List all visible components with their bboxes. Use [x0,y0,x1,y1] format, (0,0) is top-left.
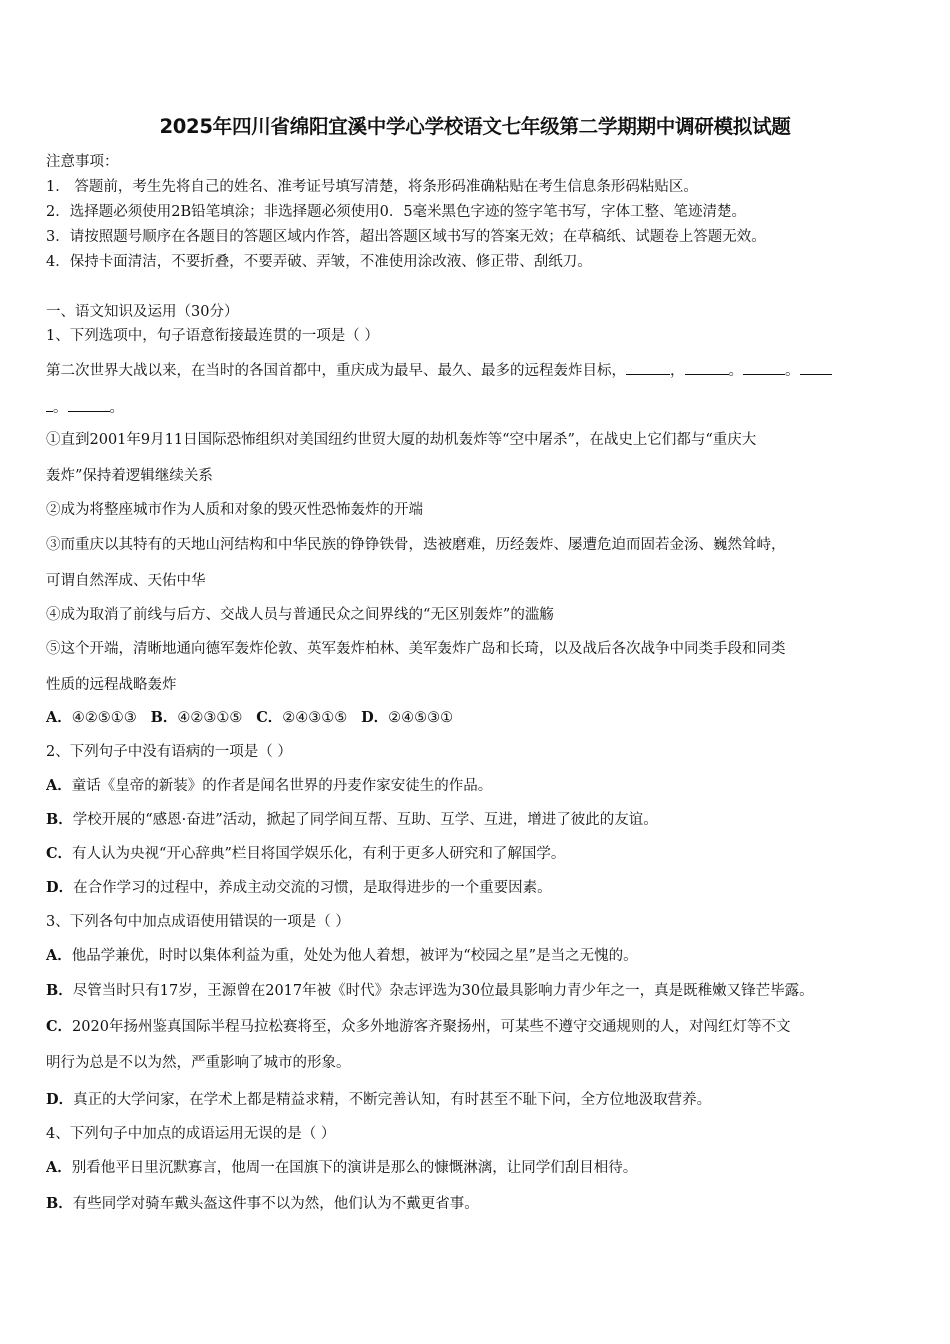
question-1-passage-cont: 。 。 [46,397,124,418]
q2-option-c[interactable]: C．有人认为央视“开心辞典”栏目将国学娱乐化，有利于更多人研究和了解国学。 [46,845,566,862]
q2-option-b[interactable]: B．学校开展的“感恩·奋进”活动，掀起了同学间互帮、互助、互学、互进，增进了彼此的友谊。 [46,811,658,828]
notice-item-1: 1． 答题前，考生先将自己的姓名、准考证号填写清楚，将条形码准确粘贴在考生信息条形码粘贴区。 [46,179,698,195]
notice-heading: 注意事项： [46,154,119,170]
sentence-4: ④成为取消了前线与后方、交战人员与普通民众之间界线的“无区别轰炸”的滥觞 [46,607,554,623]
sentence-5-cont: 性质的远程战略轰炸 [46,677,177,693]
answer-blank[interactable] [46,397,53,412]
option-d[interactable]: D．②④⑤③① [361,709,454,726]
question-1-passage: 第二次世界大战以来，在当时的各国首都中，重庆成为最早、最久、最多的远程轰炸目标， ， 。 。 [46,360,832,381]
q3-option-c-cont: 明行为总是不以为然，严重影响了城市的形象。 [46,1055,351,1071]
q2-option-a[interactable]: A．童话《皇帝的新装》的作者是闻名世界的丹麦作家安徒生的作品。 [46,777,493,794]
passage-text: 第二次世界大战以来，在当时的各国首都中，重庆成为最早、最久、最多的远程轰炸目标， [46,363,626,379]
page-title: 2025年四川省绵阳宜溪中学心学校语文七年级第二学期期中调研模拟试题 [159,115,791,138]
q3-option-a[interactable]: A．他品学兼优，时时以集体利益为重，处处为他人着想，被评为“校园之星”是当之无愧的。 [46,947,638,964]
option-a[interactable]: A．④②⑤①③ [46,709,137,726]
answer-blank[interactable] [685,360,729,375]
question-4-stem: 4、下列句子中加点的成语运用无误的是（ ） [46,1126,336,1142]
sentence-3-cont: 可谓自然浑成、天佑中华 [46,573,206,589]
sentence-1-cont: 轰炸”保持着逻辑继续关系 [46,468,213,484]
answer-blank[interactable] [800,360,832,375]
answer-blank[interactable] [743,360,785,375]
answer-blank[interactable] [626,360,670,375]
sentence-3: ③而重庆以其特有的天地山河结构和中华民族的铮铮铁骨，迭被磨难，历经轰炸、屡遭危迫而固若金汤、巍然耸峙， [46,537,786,553]
sentence-2: ②成为将整座城市作为人质和对象的毁灭性恐怖轰炸的开端 [46,502,423,518]
notice-item-4: 4．保持卡面清洁，不要折叠，不要弄破、弄皱，不准使用涂改液、修正带、刮纸刀。 [46,254,592,270]
answer-blank[interactable] [68,397,110,412]
q3-option-d[interactable]: D．真正的大学问家，在学术上都是精益求精，不断完善认知，有时甚至不耻下问，全方位地汲取营养。 [46,1091,712,1108]
q3-option-b[interactable]: B．尽管当时只有17岁，王源曾在2017年被《时代》杂志评选为30位最具影响力青少年之一，真是既稚嫩又锋芒毕露。 [46,982,814,999]
question-2-stem: 2、下列句子中没有语病的一项是（ ） [46,744,292,760]
option-c[interactable]: C．②④③①⑤ [256,709,348,726]
question-1-options [46,708,453,728]
sentence-5: ⑤这个开端，清晰地通向德军轰炸伦敦、英军轰炸柏林、美军轰炸广岛和长琦，以及战后各次战争中同类手段和同类 [46,641,786,657]
q4-option-a[interactable]: A．别看他平日里沉默寡言，他周一在国旗下的演讲是那么的慷慨淋漓，让同学们刮目相待。 [46,1159,638,1176]
q4-option-b[interactable]: B．有些同学对骑车戴头盔这件事不以为然，他们认为不戴更省事。 [46,1195,479,1212]
q3-option-c[interactable]: C．2020年扬州鉴真国际半程马拉松赛将至，众多外地游客齐聚扬州，可某些不遵守交通规则的人，对闯红灯等不文 [46,1018,791,1035]
notice-item-3: 3．请按照题号顺序在各题目的答题区域内作答，超出答题区域书写的答案无效；在草稿纸、试题卷上答题无效。 [46,229,766,245]
section-heading: 一、语文知识及运用（30分） [46,304,239,320]
notice-item-2: 2．选择题必须使用2B铅笔填涂；非选择题必须使用0．5毫米黑色字迹的签字笔书写，字体工整、笔迹清楚。 [46,204,747,220]
option-b[interactable]: B．④②③①⑤ [150,709,243,726]
question-3-stem: 3、下列各句中加点成语使用错误的一项是（ ） [46,914,350,930]
sentence-1: ①直到2001年9月11日国际恐怖组织对美国纽约世贸大厦的劫机轰炸等“空中屠杀”，在战史上它们都与“重庆大 [46,432,757,448]
question-1-stem: 1、下列选项中，句子语意衔接最连贯的一项是（ ） [46,328,379,344]
q2-option-d[interactable]: D．在合作学习的过程中，养成主动交流的习惯，是取得进步的一个重要因素。 [46,879,552,896]
